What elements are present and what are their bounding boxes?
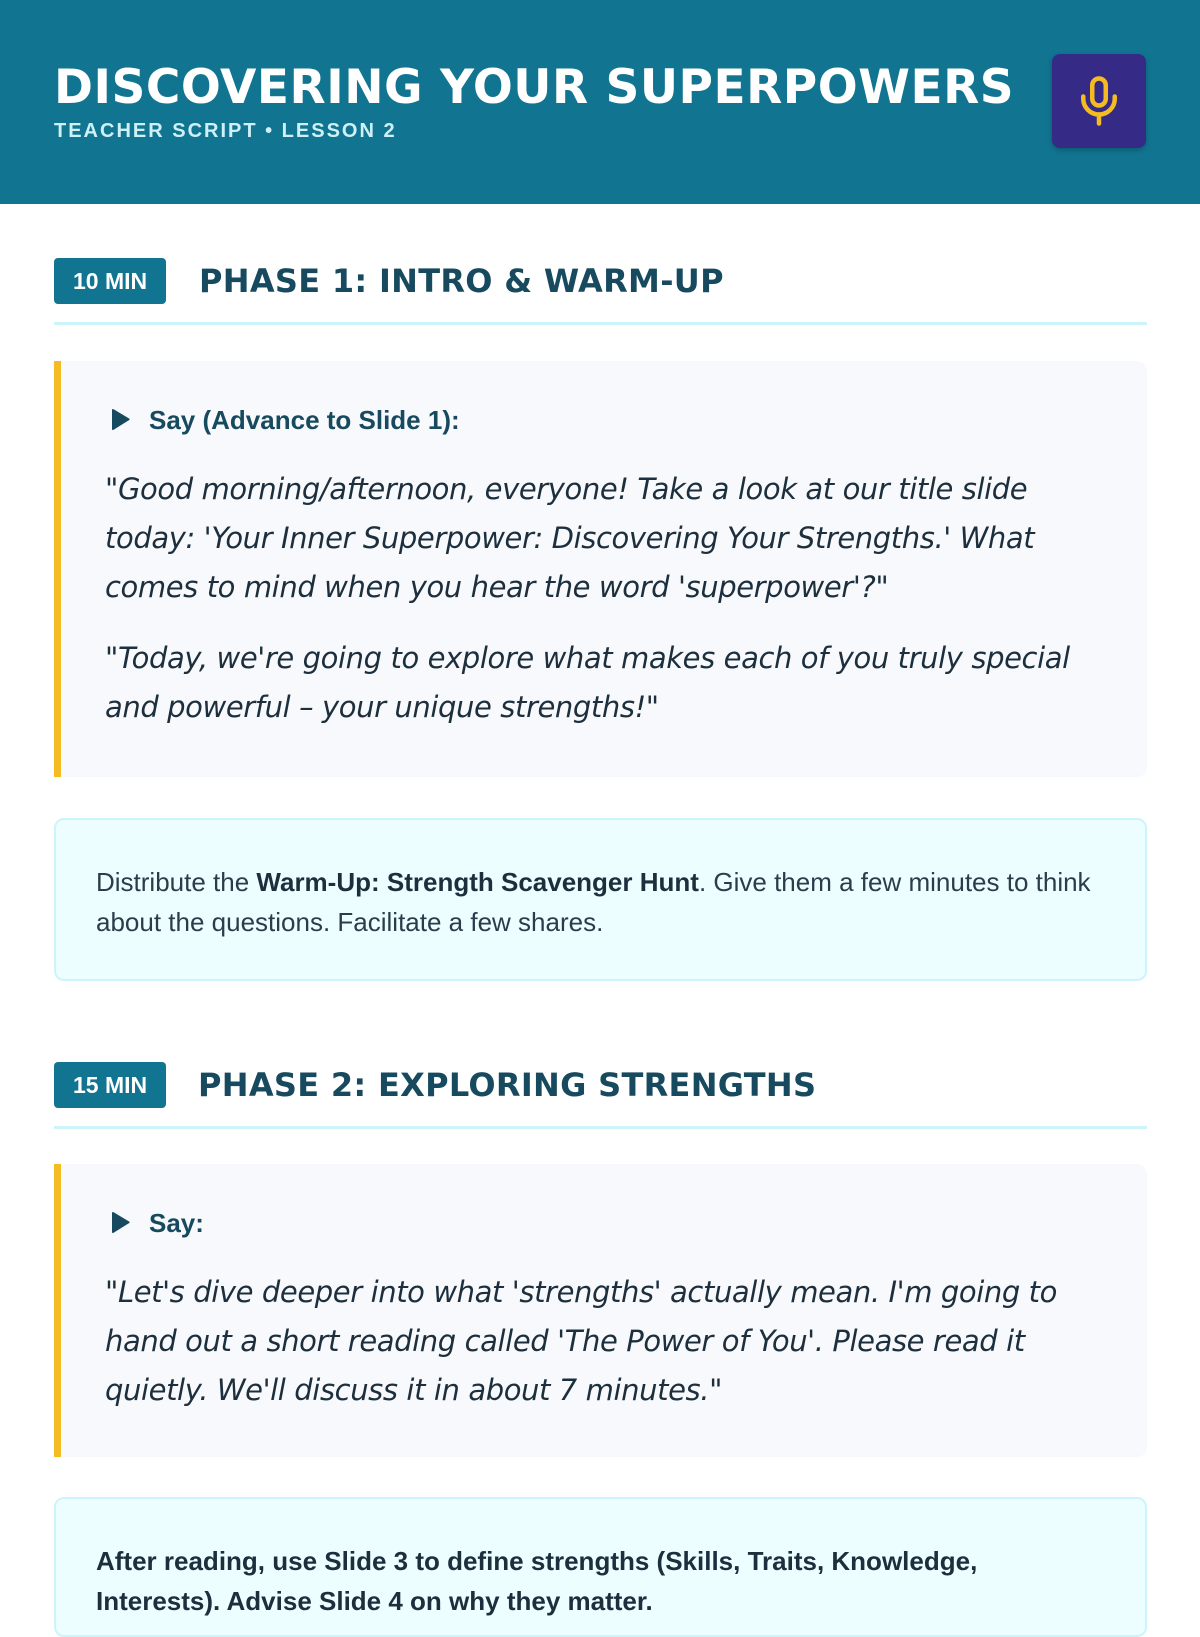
phase-1-note-text-start: Distribute the bbox=[96, 867, 257, 897]
phase-2-say-heading bbox=[105, 1206, 1089, 1240]
phase-1-title: PHASE 1: INTRO & WARM-UP bbox=[199, 262, 724, 300]
phase-2-duration-badge: 15 MIN bbox=[54, 1062, 166, 1108]
phase-1-say-heading bbox=[105, 403, 1089, 437]
phase-2-header bbox=[54, 1062, 1147, 1129]
play-icon bbox=[105, 1209, 133, 1237]
phase-2-title: PHASE 2: EXPLORING STRENGTHS bbox=[198, 1066, 817, 1104]
phase-1-script-card bbox=[54, 361, 1147, 777]
phase-2-note-text: After reading, use Slide 3 to define strengths (Skills, Traits, Knowledge, Interests). Advise Slide 4 on why they matter. bbox=[96, 1546, 978, 1616]
microphone-button[interactable] bbox=[1052, 54, 1146, 148]
phase-2-say-label: Say: bbox=[149, 1207, 204, 1238]
page-title: DISCOVERING YOUR SUPERPOWERS bbox=[54, 60, 1015, 115]
phase-1-duration-badge: 10 MIN bbox=[54, 258, 166, 304]
play-icon bbox=[105, 406, 133, 434]
phase-1-instruction-card bbox=[54, 818, 1147, 981]
phase-1-header bbox=[54, 258, 1147, 325]
page-subtitle: TEACHER SCRIPT • LESSON 2 bbox=[54, 120, 397, 142]
phase-1-quote-1: "Good morning/afternoon, everyone! Take a look at our title slide today: 'Your Inner Superpower: Discovering Your Strengths.' What comes to mind when you hear the word 'superpower'?" bbox=[105, 472, 1035, 604]
phase-1-note-handout-name: Warm-Up: Strength Scavenger Hunt bbox=[256, 867, 699, 897]
phase-1-say-label: Say (Advance to Slide 1): bbox=[149, 404, 460, 435]
phase-1-quote-2: "Today, we're going to explore what makes each of you truly special and powerful – your unique strengths!" bbox=[105, 641, 1070, 724]
phase-1-note-text-end: . Give them a few minutes to think about the questions. Facilitate a few shares. bbox=[96, 867, 1091, 937]
microphone-icon bbox=[1072, 74, 1126, 128]
phase-2-instruction-card bbox=[54, 1497, 1147, 1637]
phase-2-script-card bbox=[54, 1164, 1147, 1457]
phase-2-quote-1: "Let's dive deeper into what 'strengths' actually mean. I'm going to hand out a short reading called 'The Power of You'. Please read it quietly. We'll discuss it in about 7 minutes." bbox=[105, 1275, 1057, 1407]
page-header bbox=[0, 0, 1200, 204]
